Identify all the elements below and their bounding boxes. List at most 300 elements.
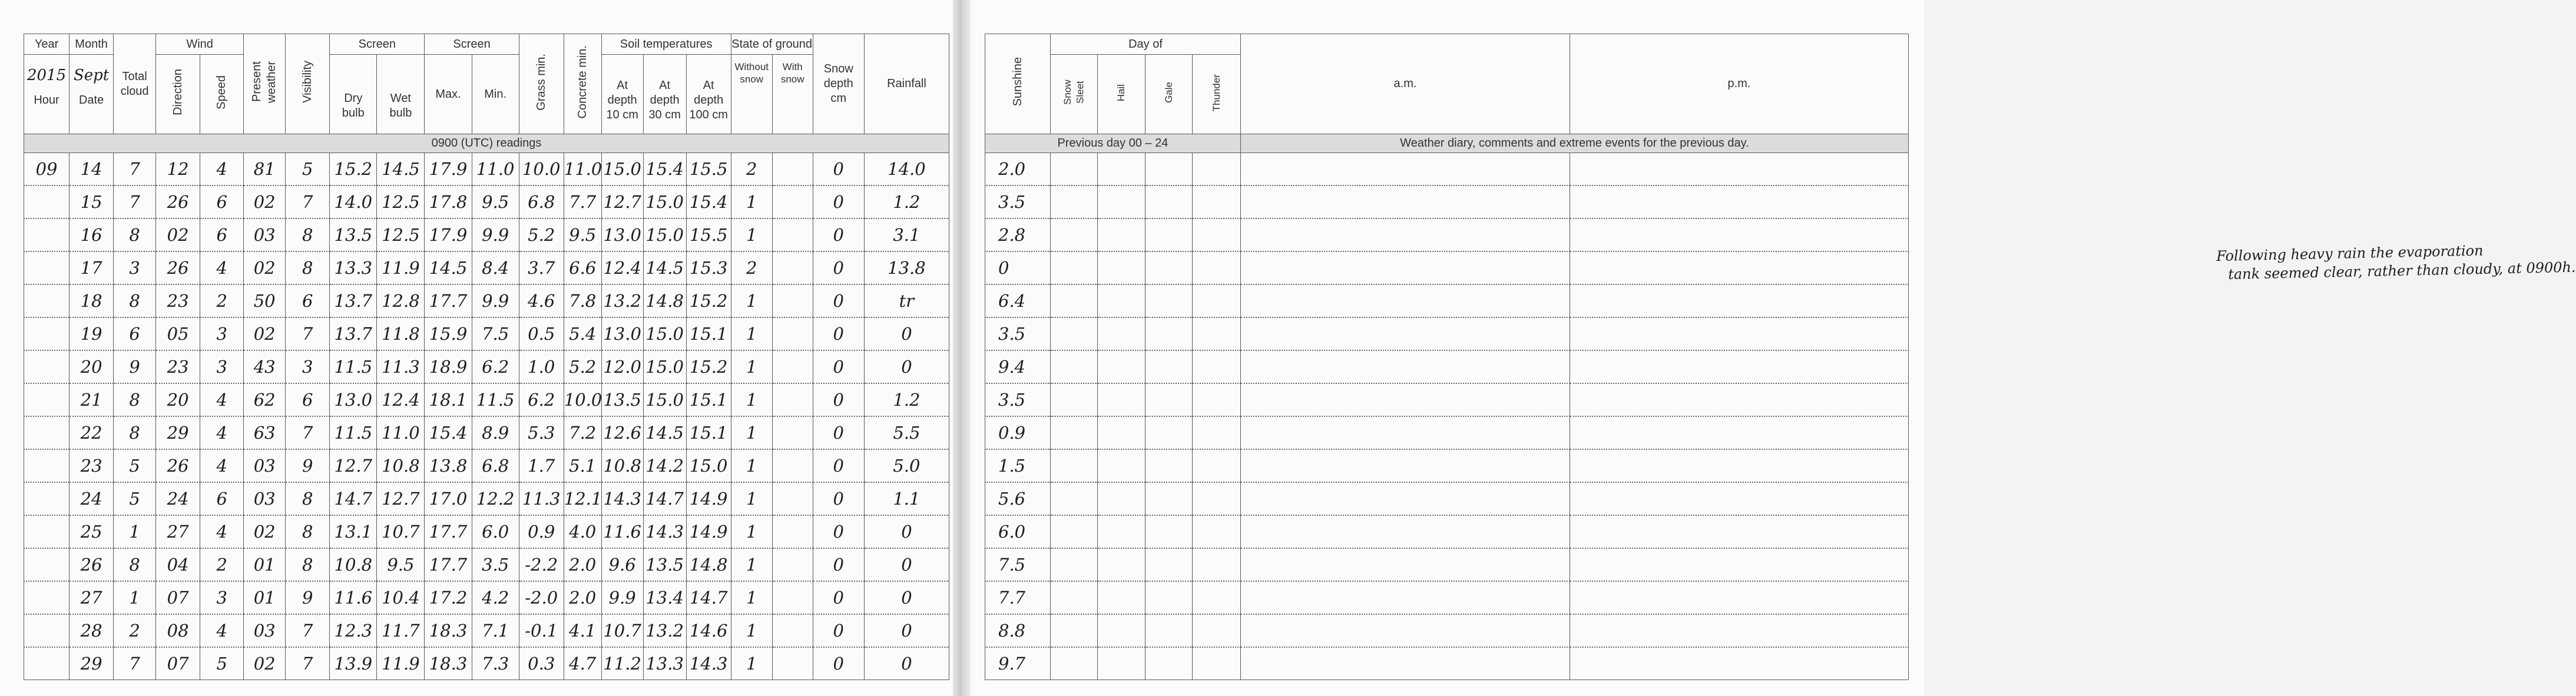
am-diary-cell	[1241, 482, 1570, 515]
soil-10cm-cell: 13.0	[601, 317, 643, 350]
thunder-cell	[1193, 317, 1241, 350]
dry-bulb-cell: 13.5	[330, 218, 377, 251]
total-cloud-cell: 7	[114, 647, 156, 680]
max-temp-cell: 15.9	[425, 317, 472, 350]
am-diary-cell	[1241, 383, 1570, 416]
visibility-cell: 7	[286, 317, 330, 350]
grass-min-cell: 5.2	[519, 218, 564, 251]
snow-sleet-cell	[1051, 449, 1098, 482]
concrete-min-cell: 5.1	[564, 449, 601, 482]
concrete-min-cell: 9.5	[564, 218, 601, 251]
wind-direction-cell: 26	[156, 185, 200, 218]
grass-min-cell: 6.8	[519, 185, 564, 218]
soil-30cm-cell: 13.4	[643, 581, 686, 614]
wet-bulb-cell: 11.8	[377, 317, 425, 350]
right-page	[971, 0, 2576, 696]
wind-direction-cell: 29	[156, 416, 200, 449]
screen-minmax-header: Screen	[425, 34, 519, 55]
table-row	[24, 218, 949, 251]
present-weather-cell: 81	[244, 153, 286, 186]
soil-100cm-cell: 14.9	[686, 482, 731, 515]
sunshine-cell: 9.7	[985, 647, 1051, 680]
total-cloud-cell: 2	[114, 614, 156, 647]
gale-cell	[1145, 284, 1193, 317]
present-weather-cell: 02	[244, 317, 286, 350]
am-diary-cell	[1241, 284, 1570, 317]
hail-header: Hail	[1098, 55, 1145, 134]
wind-speed-cell: 6	[200, 482, 244, 515]
sunshine-cell: 7.7	[985, 581, 1051, 614]
max-temp-cell: 18.1	[425, 383, 472, 416]
am-diary-cell	[1241, 614, 1570, 647]
hail-cell	[1098, 482, 1145, 515]
soil-30cm-cell: 14.2	[643, 449, 686, 482]
wind-speed-cell: 4	[200, 383, 244, 416]
month-value: Sept	[73, 67, 110, 84]
dry-bulb-cell: 10.8	[330, 548, 377, 581]
snow-sleet-cell	[1051, 548, 1098, 581]
grass-min-cell: 11.3	[519, 482, 564, 515]
total-cloud-cell: 8	[114, 218, 156, 251]
wind-direction-cell: 27	[156, 515, 200, 548]
soil-100cm-cell: 15.1	[686, 416, 731, 449]
dry-bulb-cell: 13.9	[330, 647, 377, 680]
grass-min-cell: 3.7	[519, 251, 564, 284]
hour-cell	[24, 647, 69, 680]
soil-30cm-cell: 13.3	[643, 647, 686, 680]
year-hour-cell	[24, 55, 69, 134]
concrete-min-cell: 5.2	[564, 350, 601, 383]
dry-bulb-cell: 11.6	[330, 581, 377, 614]
date-cell: 25	[69, 515, 114, 548]
min-temp-cell: 6.8	[472, 449, 519, 482]
depth-30cm-header: At depth 30 cm	[643, 55, 686, 134]
grass-min-cell: 0.5	[519, 317, 564, 350]
dry-bulb-header: Dry bulb	[330, 55, 377, 134]
snow-sleet-cell	[1051, 383, 1098, 416]
table-row	[24, 482, 949, 515]
sunshine-cell: 7.5	[985, 548, 1051, 581]
date-cell: 24	[69, 482, 114, 515]
hail-cell	[1098, 284, 1145, 317]
table-row	[24, 614, 949, 647]
total-cloud-cell: 5	[114, 482, 156, 515]
hour-cell	[24, 581, 69, 614]
sunshine-cell: 2.8	[985, 218, 1051, 251]
wet-bulb-cell: 10.7	[377, 515, 425, 548]
soil-30cm-cell: 13.2	[643, 614, 686, 647]
soil-30cm-cell: 14.3	[643, 515, 686, 548]
snow-sleet-cell	[1051, 185, 1098, 218]
hour-cell	[24, 515, 69, 548]
max-temp-cell: 14.5	[425, 251, 472, 284]
present-weather-cell: 03	[244, 614, 286, 647]
hail-cell	[1098, 548, 1145, 581]
wet-bulb-cell: 14.5	[377, 153, 425, 186]
sunshine-cell: 5.6	[985, 482, 1051, 515]
dry-bulb-cell: 12.3	[330, 614, 377, 647]
present-weather-cell: 03	[244, 482, 286, 515]
ground-with-snow-cell	[772, 185, 813, 218]
max-temp-cell: 18.3	[425, 614, 472, 647]
rainfall-cell: tr	[864, 284, 949, 317]
table-row	[985, 416, 1909, 449]
sunshine-cell: 3.5	[985, 383, 1051, 416]
gale-cell	[1145, 647, 1193, 680]
wind-speed-cell: 6	[200, 185, 244, 218]
thunder-cell	[1193, 647, 1241, 680]
wet-bulb-cell: 11.0	[377, 416, 425, 449]
gale-cell	[1145, 317, 1193, 350]
wind-direction-cell: 07	[156, 581, 200, 614]
ground-without-snow-cell: 1	[731, 218, 772, 251]
hail-cell	[1098, 416, 1145, 449]
table-row	[985, 449, 1909, 482]
rainfall-cell: 0	[864, 548, 949, 581]
screen-header: Screen	[330, 34, 425, 55]
daily-readings-table	[24, 34, 949, 680]
date-cell: 14	[69, 153, 114, 186]
dry-bulb-cell: 13.7	[330, 284, 377, 317]
date-cell: 27	[69, 581, 114, 614]
dry-bulb-cell: 11.5	[330, 416, 377, 449]
present-weather-header: Present weather	[244, 34, 286, 134]
rainfall-cell: 5.5	[864, 416, 949, 449]
sunshine-cell: 3.5	[985, 317, 1051, 350]
present-weather-cell: 01	[244, 548, 286, 581]
wet-bulb-cell: 12.7	[377, 482, 425, 515]
dry-bulb-cell: 11.5	[330, 350, 377, 383]
soil-30cm-cell: 15.0	[643, 317, 686, 350]
concrete-min-cell: 12.1	[564, 482, 601, 515]
thunder-cell	[1193, 350, 1241, 383]
hail-cell	[1098, 251, 1145, 284]
min-temp-cell: 8.4	[472, 251, 519, 284]
soil-10cm-cell: 9.9	[601, 581, 643, 614]
ground-without-snow-cell: 1	[731, 614, 772, 647]
date-cell: 18	[69, 284, 114, 317]
gale-cell	[1145, 416, 1193, 449]
wind-speed-cell: 4	[200, 614, 244, 647]
ground-with-snow-cell	[772, 515, 813, 548]
visibility-cell: 9	[286, 449, 330, 482]
am-diary-cell	[1241, 548, 1570, 581]
snow-sleet-cell	[1051, 581, 1098, 614]
thunder-cell	[1193, 614, 1241, 647]
wet-bulb-cell: 10.4	[377, 581, 425, 614]
visibility-cell: 9	[286, 581, 330, 614]
total-cloud-cell: 7	[114, 153, 156, 186]
hour-cell	[24, 449, 69, 482]
ground-with-snow-cell	[772, 317, 813, 350]
month-header: Month	[69, 34, 114, 55]
soil-10cm-cell: 9.6	[601, 548, 643, 581]
pm-diary-cell	[1570, 581, 1909, 614]
grass-min-header: Grass min.	[519, 34, 564, 134]
hail-cell	[1098, 515, 1145, 548]
visibility-cell: 6	[286, 284, 330, 317]
soil-10cm-cell: 10.7	[601, 614, 643, 647]
soil-30cm-cell: 14.7	[643, 482, 686, 515]
concrete-min-cell: 7.8	[564, 284, 601, 317]
table-row	[24, 284, 949, 317]
table-row	[985, 647, 1909, 680]
sunshine-header: Sunshine	[985, 34, 1051, 134]
table-row	[985, 350, 1909, 383]
concrete-min-cell: 4.0	[564, 515, 601, 548]
wet-bulb-cell: 12.5	[377, 218, 425, 251]
soil-30cm-cell: 15.0	[643, 350, 686, 383]
hour-cell	[24, 185, 69, 218]
soil-100cm-cell: 15.1	[686, 383, 731, 416]
visibility-cell: 7	[286, 647, 330, 680]
ground-with-snow-cell	[772, 581, 813, 614]
soil-10cm-cell: 12.6	[601, 416, 643, 449]
min-temp-cell: 9.5	[472, 185, 519, 218]
soil-100cm-cell: 15.5	[686, 218, 731, 251]
visibility-cell: 5	[286, 153, 330, 186]
ground-with-snow-cell	[772, 383, 813, 416]
snow-sleet-cell	[1051, 515, 1098, 548]
snow-sleet-cell	[1051, 153, 1098, 186]
snow-depth-cell: 0	[813, 317, 864, 350]
ground-with-snow-cell	[772, 449, 813, 482]
min-temp-cell: 12.2	[472, 482, 519, 515]
grass-min-cell: -0.1	[519, 614, 564, 647]
wind-speed-cell: 3	[200, 350, 244, 383]
snow-sleet-cell	[1051, 317, 1098, 350]
max-temp-cell: 18.3	[425, 647, 472, 680]
snow-sleet-cell	[1051, 614, 1098, 647]
soil-30cm-cell: 15.0	[643, 383, 686, 416]
sunshine-cell: 0.9	[985, 416, 1051, 449]
month-date-cell	[69, 55, 114, 134]
wet-bulb-cell: 12.4	[377, 383, 425, 416]
hour-cell	[24, 350, 69, 383]
thunder-cell	[1193, 284, 1241, 317]
wind-speed-cell: 4	[200, 515, 244, 548]
ground-with-snow-cell	[772, 482, 813, 515]
book-gutter	[953, 0, 971, 696]
wind-direction-cell: 23	[156, 350, 200, 383]
snow-depth-cell: 0	[813, 350, 864, 383]
with-snow-header: With snow	[772, 55, 813, 134]
snow-sleet-cell	[1051, 251, 1098, 284]
snow-depth-cell: 0	[813, 284, 864, 317]
concrete-min-cell: 7.7	[564, 185, 601, 218]
soil-30cm-cell: 14.8	[643, 284, 686, 317]
dry-bulb-cell: 13.3	[330, 251, 377, 284]
am-diary-cell	[1241, 218, 1570, 251]
ground-without-snow-cell: 1	[731, 317, 772, 350]
ground-with-snow-cell	[772, 647, 813, 680]
table-row	[24, 350, 949, 383]
visibility-cell: 7	[286, 416, 330, 449]
dry-bulb-cell: 15.2	[330, 153, 377, 186]
diary-body	[985, 153, 1909, 680]
date-cell: 28	[69, 614, 114, 647]
visibility-cell: 3	[286, 350, 330, 383]
dry-bulb-cell: 12.7	[330, 449, 377, 482]
ground-without-snow-cell: 1	[731, 449, 772, 482]
thunder-cell	[1193, 482, 1241, 515]
present-weather-cell: 01	[244, 581, 286, 614]
table-row	[24, 548, 949, 581]
table-row	[24, 416, 949, 449]
wet-bulb-cell: 12.8	[377, 284, 425, 317]
ground-without-snow-cell: 1	[731, 185, 772, 218]
ground-without-snow-cell: 1	[731, 416, 772, 449]
soil-100cm-cell: 14.8	[686, 548, 731, 581]
gale-cell	[1145, 614, 1193, 647]
wind-direction-cell: 08	[156, 614, 200, 647]
max-temp-cell: 17.7	[425, 284, 472, 317]
pm-diary-cell	[1570, 185, 1909, 218]
concrete-min-header: Concrete min.	[564, 34, 601, 134]
date-cell: 19	[69, 317, 114, 350]
speed-header: Speed	[200, 55, 244, 134]
dry-bulb-cell: 14.0	[330, 185, 377, 218]
ground-without-snow-cell: 1	[731, 515, 772, 548]
concrete-min-cell: 11.0	[564, 153, 601, 186]
max-temp-cell: 17.2	[425, 581, 472, 614]
soil-100cm-cell: 14.7	[686, 581, 731, 614]
present-weather-cell: 43	[244, 350, 286, 383]
snow-depth-cell: 0	[813, 449, 864, 482]
total-cloud-cell: 8	[114, 548, 156, 581]
table-row	[985, 515, 1909, 548]
wet-bulb-cell: 9.5	[377, 548, 425, 581]
table-row	[985, 218, 1909, 251]
table-row	[985, 383, 1909, 416]
table-row	[24, 515, 949, 548]
present-weather-cell: 02	[244, 251, 286, 284]
snow-depth-cell: 0	[813, 416, 864, 449]
diary-entry-line-1: Following heavy rain the evaporation	[2216, 242, 2484, 264]
gale-cell	[1145, 350, 1193, 383]
soil-30cm-cell: 14.5	[643, 251, 686, 284]
am-diary-cell	[1241, 317, 1570, 350]
depth-10cm-header: At depth 10 cm	[601, 55, 643, 134]
soil-10cm-cell: 12.0	[601, 350, 643, 383]
year-header: Year	[24, 34, 69, 55]
thunder-header: Thunder	[1193, 55, 1241, 134]
ground-without-snow-cell: 1	[731, 548, 772, 581]
wind-direction-cell: 24	[156, 482, 200, 515]
diary-entry-line-2: tank seemed clear, rather than cloudy, at 0900h.	[2228, 258, 2576, 283]
pm-diary-cell	[1570, 317, 1909, 350]
max-header: Max.	[425, 55, 472, 134]
wind-speed-cell: 4	[200, 416, 244, 449]
hour-cell	[24, 482, 69, 515]
previous-day-band: Previous day 00 – 24	[985, 134, 1241, 153]
min-temp-cell: 4.2	[472, 581, 519, 614]
max-temp-cell: 17.9	[425, 218, 472, 251]
snow-depth-cell: 0	[813, 218, 864, 251]
table-row	[985, 482, 1909, 515]
rainfall-cell: 0	[864, 350, 949, 383]
snow-sleet-cell	[1051, 482, 1098, 515]
rainfall-header: Rainfall	[864, 34, 949, 134]
hail-cell	[1098, 350, 1145, 383]
table-row	[985, 548, 1909, 581]
total-cloud-cell: 1	[114, 515, 156, 548]
sunshine-cell: 9.4	[985, 350, 1051, 383]
concrete-min-cell: 4.1	[564, 614, 601, 647]
wind-direction-cell: 04	[156, 548, 200, 581]
present-weather-cell: 50	[244, 284, 286, 317]
concrete-min-cell: 10.0	[564, 383, 601, 416]
concrete-min-cell: 4.7	[564, 647, 601, 680]
date-cell: 22	[69, 416, 114, 449]
am-diary-cell	[1241, 350, 1570, 383]
present-weather-cell: 03	[244, 218, 286, 251]
snow-sleet-cell	[1051, 647, 1098, 680]
wind-speed-cell: 4	[200, 153, 244, 186]
snow-depth-cell: 0	[813, 251, 864, 284]
gale-cell	[1145, 449, 1193, 482]
snow-depth-cell: 0	[813, 581, 864, 614]
min-temp-cell: 6.2	[472, 350, 519, 383]
concrete-min-cell: 5.4	[564, 317, 601, 350]
wind-speed-cell: 3	[200, 317, 244, 350]
soil-10cm-cell: 10.8	[601, 449, 643, 482]
present-weather-cell: 02	[244, 185, 286, 218]
sunshine-cell: 3.5	[985, 185, 1051, 218]
soil-10cm-cell: 14.3	[601, 482, 643, 515]
gale-header: Gale	[1145, 55, 1193, 134]
readings-body	[24, 153, 949, 680]
min-temp-cell: 6.0	[472, 515, 519, 548]
max-temp-cell: 17.7	[425, 515, 472, 548]
am-header: a.m.	[1241, 34, 1570, 134]
am-diary-cell	[1241, 449, 1570, 482]
hour-cell	[24, 218, 69, 251]
max-temp-cell: 15.4	[425, 416, 472, 449]
am-diary-cell	[1241, 153, 1570, 186]
ground-with-snow-cell	[772, 251, 813, 284]
pm-diary-cell	[1570, 515, 1909, 548]
grass-min-cell: 4.6	[519, 284, 564, 317]
snow-sleet-cell	[1051, 350, 1098, 383]
rainfall-cell: 0	[864, 647, 949, 680]
soil-100cm-cell: 15.2	[686, 350, 731, 383]
grass-min-cell: 6.2	[519, 383, 564, 416]
ground-with-snow-cell	[772, 218, 813, 251]
soil-100cm-cell: 15.4	[686, 185, 731, 218]
hour-cell	[24, 317, 69, 350]
total-cloud-header: Total cloud	[114, 34, 156, 134]
max-temp-cell: 17.0	[425, 482, 472, 515]
rainfall-cell: 1.1	[864, 482, 949, 515]
table-row	[985, 284, 1909, 317]
rainfall-cell: 3.1	[864, 218, 949, 251]
dry-bulb-cell: 14.7	[330, 482, 377, 515]
hail-cell	[1098, 218, 1145, 251]
ground-with-snow-cell	[772, 548, 813, 581]
hour-label: Hour	[34, 94, 59, 107]
grass-min-cell: 5.3	[519, 416, 564, 449]
gale-cell	[1145, 482, 1193, 515]
grass-min-cell: 1.0	[519, 350, 564, 383]
hour-cell: 09	[24, 153, 69, 186]
visibility-cell: 8	[286, 548, 330, 581]
dry-bulb-cell: 13.7	[330, 317, 377, 350]
visibility-header: Visibility	[286, 34, 330, 134]
date-cell: 26	[69, 548, 114, 581]
soil-30cm-cell: 15.4	[643, 153, 686, 186]
wind-direction-cell: 05	[156, 317, 200, 350]
